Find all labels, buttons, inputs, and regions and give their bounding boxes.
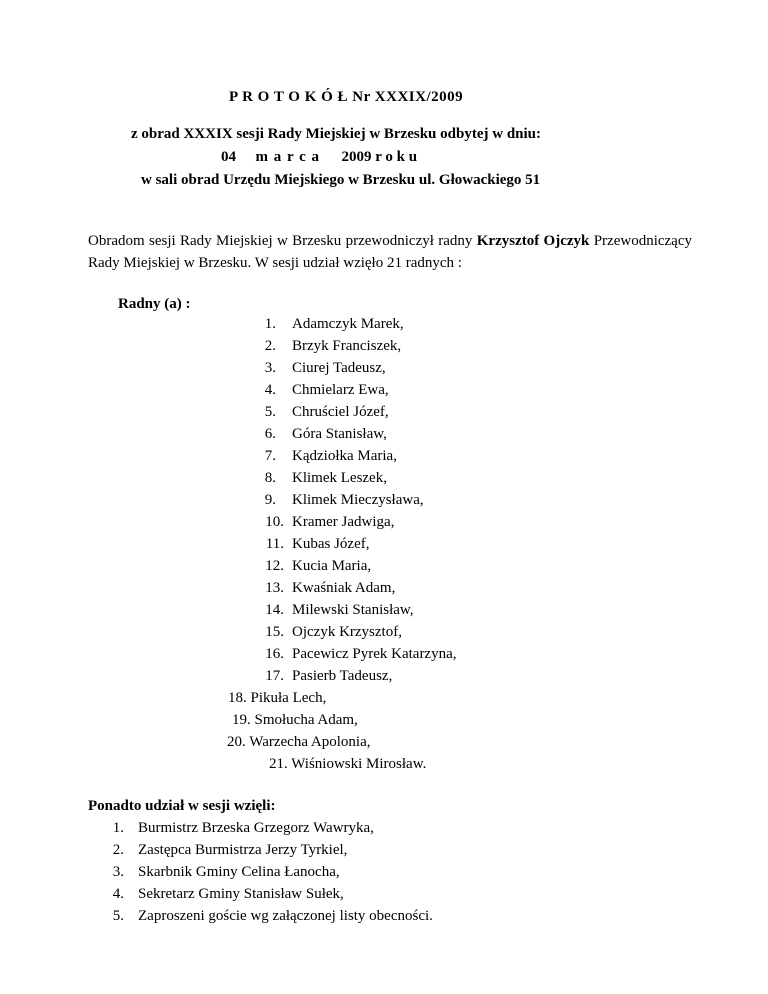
list-item-number: 4. [264,382,276,398]
list-item-name: Adamczyk Marek, [292,316,404,332]
subtitle-line-3: w sali obrad Urzędu Miejskiego w Brzesku ul. Głowackiego 51 [141,172,541,188]
list-item-number: 10. [265,514,284,530]
list-item [269,755,426,773]
list-item-number: 3. [264,360,276,376]
list-item-number: 18. [228,690,247,706]
list-item-name: Warzecha Apolonia, [249,734,371,750]
list-item-number: 13. [265,580,284,596]
list-item-number: 11. [265,536,284,552]
list-item-name: Sekretarz Gminy Stanisław Sułek, [138,886,344,902]
list-item-name: Chruściel Józef, [292,404,389,420]
others-heading: Ponadto udział w sesji wzięli: [88,798,276,814]
list-item-name: Pikuła Lech, [250,690,327,706]
list-item-number: 19. [232,712,251,728]
date-month: m a r c a [255,149,321,165]
list-item-name: Ojczyk Krzysztof, [292,624,402,640]
list-item-number: 5. [112,908,124,924]
list-item-number: 4. [112,886,124,902]
date-day: 04 [221,149,236,165]
list-item-name: Kramer Jadwiga, [292,514,395,530]
intro-paragraph [88,230,692,274]
list-item-number: 8. [264,470,276,486]
list-item [228,689,326,707]
list-item-name: Kwaśniak Adam, [292,580,396,596]
list-item-name: Pacewicz Pyrek Katarzyna, [292,646,457,662]
intro-text-after: Przewodniczący Rady Miejskiej w Brzesku. W sesji udział wzięło 21 radnych : [88,233,692,271]
list-item-name: Smołucha Adam, [254,712,358,728]
list-item-number: 1. [264,316,276,332]
list-item-name: Chmielarz Ewa, [292,382,389,398]
list-item-name: Wiśniowski Mirosław. [291,756,427,772]
list-item [232,711,358,729]
list-item-name: Brzyk Franciszek, [292,338,402,354]
list-item-name: Góra Stanisław, [292,426,387,442]
list-item-name: Kucia Maria, [292,558,372,574]
list-item-number: 15. [265,624,284,640]
list-item-number: 12. [265,558,284,574]
list-item-number: 1. [112,820,124,836]
councillors-heading: Radny (a) : [118,296,191,312]
subtitle-line-1: z obrad XXXIX sesji Rady Miejskiej w Brzesku odbytej w dniu: [131,126,542,142]
date-year: 2009 r o k u [341,149,418,165]
list-item-number: 5. [264,404,276,420]
list-item-number: 2. [112,842,124,858]
list-item-number: 2. [264,338,276,354]
list-item-number: 14. [265,602,284,618]
list-item [227,733,370,751]
list-item-number: 21. [269,756,288,772]
list-item-name: Burmistrz Brzeska Grzegorz Wawryka, [138,820,374,836]
list-item-name: Pasierb Tadeusz, [292,668,393,684]
list-item-number: 20. [227,734,246,750]
list-item-number: 9. [264,492,276,508]
chair-name: Krzysztof Ojczyk [476,233,590,249]
list-item-name: Milewski Stanisław, [292,602,414,618]
list-item-name: Kądziołka Maria, [292,448,397,464]
list-item-number: 7. [264,448,276,464]
list-item-number: 17. [265,668,284,684]
list-item-name: Skarbnik Gminy Celina Łanocha, [138,864,340,880]
list-item-name: Ciurej Tadeusz, [292,360,386,376]
intro-text-before: Obradom sesji Rady Miejskiej w Brzesku przewodniczył radny [88,233,477,249]
list-item-name: Zastępca Burmistrza Jerzy Tyrkiel, [138,842,348,858]
list-item-name: Kubas Józef, [292,536,370,552]
session-date [221,148,417,166]
list-item-number: 6. [264,426,276,442]
list-item-number: 3. [112,864,124,880]
list-item-name: Klimek Leszek, [292,470,387,486]
list-item-name: Klimek Mieczysława, [292,492,424,508]
page-title: P R O T O K Ó Ł Nr XXXIX/2009 [229,89,464,105]
list-item-number: 16. [265,646,284,662]
list-item-name: Zaproszeni goście wg załączonej listy obecności. [138,908,433,924]
